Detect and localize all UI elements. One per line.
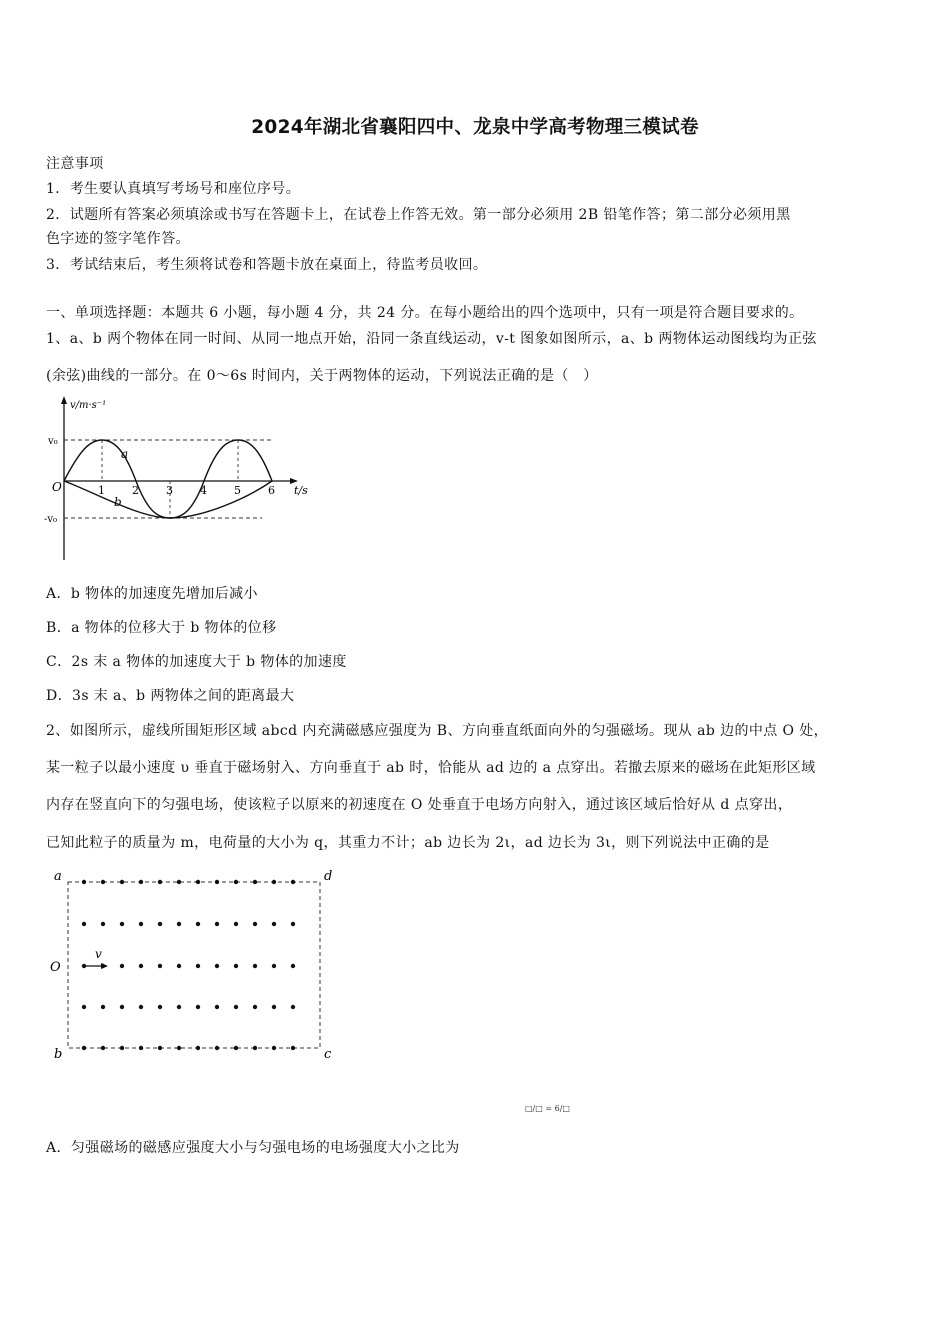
field-dot: [158, 922, 162, 926]
field-dot: [272, 964, 276, 968]
x-axis-label: t/s: [294, 484, 308, 497]
field-dot: [82, 922, 86, 926]
field-dot: [253, 1046, 257, 1050]
field-dot: [253, 922, 257, 926]
field-dot: [177, 1005, 181, 1009]
field-dot: [234, 880, 238, 884]
field-dot: [215, 880, 219, 884]
q1-option-a[interactable]: A．b 物体的加速度先增加后减小: [46, 586, 258, 602]
field-dot: [120, 964, 124, 968]
field-dot: [82, 1005, 86, 1009]
tick-4: 4: [200, 484, 207, 497]
field-dot: [120, 880, 124, 884]
field-dot: [196, 880, 200, 884]
field-dot: [291, 922, 295, 926]
field-region: [68, 882, 320, 1048]
notice-heading: 注意事项: [46, 156, 104, 172]
notice-item-1: 1．考生要认真填写考场号和座位序号。: [46, 181, 301, 197]
field-dot: [101, 1005, 105, 1009]
field-dot: [177, 964, 181, 968]
notice-item-3: 3．考试结束后，考生须将试卷和答题卡放在桌面上，待监考员收回。: [46, 257, 488, 273]
field-dot: [158, 964, 162, 968]
v0-label: v₀: [48, 436, 58, 447]
point-o-label: O: [50, 960, 61, 975]
field-dot: [177, 880, 181, 884]
field-dot: [139, 1046, 143, 1050]
field-dot: [139, 922, 143, 926]
q2-text-line3: 内存在竖直向下的匀强电场，使该粒子以原来的初速度在 O 处垂直于电场方向射入，通过该区域后恰好从 d 点穿出，: [46, 797, 793, 813]
field-dot: [234, 964, 238, 968]
field-dot: [158, 880, 162, 884]
field-dot: [120, 1046, 124, 1050]
tick-2: 2: [132, 484, 139, 497]
neg-v0-label: -v₀: [44, 514, 58, 525]
field-dot: [177, 1046, 181, 1050]
curve-a-label: a: [121, 447, 129, 461]
notice-item-2-cont: 色字迹的签字笔作答。: [46, 231, 190, 247]
field-dot: [101, 1046, 105, 1050]
q2-text-line4: 已知此粒子的质量为 m，电荷量的大小为 q，其重力不计；ab 边长为 2ι，ad 边长为 3ι，则下列说法中正确的是: [46, 835, 770, 851]
y-axis-label: v/m·s⁻¹: [70, 400, 107, 411]
y-axis-arrow: [61, 396, 67, 404]
tick-5: 5: [234, 484, 241, 497]
field-dot: [272, 1005, 276, 1009]
fraction-expression: □/□ = 6/□: [525, 1104, 570, 1113]
corner-b-label: b: [54, 1047, 63, 1062]
field-dot: [120, 922, 124, 926]
q2-field-figure: [44, 862, 344, 1064]
field-dot: [101, 922, 105, 926]
field-dot: [272, 880, 276, 884]
field-dot: [215, 1046, 219, 1050]
field-dot: [234, 1005, 238, 1009]
tick-3: 3: [166, 484, 173, 497]
velocity-label: v: [95, 947, 102, 961]
corner-c-label: c: [324, 1047, 332, 1062]
field-dot: [82, 1046, 86, 1050]
q1-text-line1: 1、a、b 两个物体在同一时间、从同一地点开始，沿同一条直线运动，v-t 图象如图所示，a、b 两物体运动图线均为正弦: [46, 331, 817, 347]
q1-vt-graph: [44, 392, 314, 562]
field-dot: [139, 964, 143, 968]
field-dot: [177, 922, 181, 926]
field-dot: [196, 1046, 200, 1050]
tick-6: 6: [268, 484, 275, 497]
field-dot: [291, 880, 295, 884]
corner-d-label: d: [324, 869, 333, 884]
field-dot: [291, 1046, 295, 1050]
field-dot: [158, 1046, 162, 1050]
field-dot: [139, 880, 143, 884]
q1-option-b[interactable]: B．a 物体的位移大于 b 物体的位移: [46, 620, 277, 636]
q2-option-a[interactable]: A．匀强磁场的磁感应强度大小与匀强电场的电场强度大小之比为: [46, 1140, 460, 1156]
field-dot: [253, 880, 257, 884]
page-title: 2024年湖北省襄阳四中、龙泉中学高考物理三模试卷: [251, 117, 699, 138]
tick-1: 1: [98, 484, 105, 497]
field-dot: [272, 1046, 276, 1050]
field-dot: [101, 880, 105, 884]
field-dot: [291, 1005, 295, 1009]
field-dot: [120, 1005, 124, 1009]
q2-text-line1: 2、如图所示，虚线所围矩形区域 abcd 内充满磁感应强度为 B、方向垂直纸面向外的匀强磁场。现从 ab 边的中点 O 处，: [46, 723, 829, 739]
field-dot: [253, 964, 257, 968]
notice-item-2: 2．试题所有答案必须填涂或书写在答题卡上，在试卷上作答无效。第一部分必须用 2B 铅笔作答；第二部分必须用黑: [46, 207, 791, 223]
field-dot: [215, 922, 219, 926]
corner-a-label: a: [54, 869, 62, 884]
field-dot: [234, 1046, 238, 1050]
section-heading: 一、单项选择题：本题共 6 小题，每小题 4 分，共 24 分。在每小题给出的四个选项中，只有一项是符合题目要求的。: [46, 305, 804, 321]
field-dot: [234, 922, 238, 926]
velocity-arrowhead: [101, 963, 108, 969]
q1-option-d[interactable]: D．3s 末 a、b 两物体之间的距离最大: [46, 688, 295, 704]
magnetic-field-dots: [82, 880, 295, 1050]
field-dot: [139, 1005, 143, 1009]
q1-option-c[interactable]: C．2s 末 a 物体的加速度大于 b 物体的加速度: [46, 654, 347, 670]
field-dot: [272, 922, 276, 926]
curve-b-label: b: [114, 495, 122, 509]
field-dot: [196, 964, 200, 968]
q1-text-line2: (余弦)曲线的一部分。在 0～6s 时间内，关于两物体的运动，下列说法正确的是（ ）: [46, 368, 598, 384]
field-dot: [196, 922, 200, 926]
field-dot: [215, 964, 219, 968]
curve-a: [64, 440, 272, 518]
field-dot: [82, 880, 86, 884]
field-dot: [253, 1005, 257, 1009]
field-dot: [196, 1005, 200, 1009]
field-dot: [291, 964, 295, 968]
field-dot: [215, 1005, 219, 1009]
q2-text-line2: 某一粒子以最小速度 υ 垂直于磁场射入、方向垂直于 ab 时，恰能从 ad 边的 a 点穿出。若撤去原来的磁场在此矩形区域: [46, 760, 816, 776]
origin-label: O: [52, 480, 62, 494]
field-dot: [158, 1005, 162, 1009]
